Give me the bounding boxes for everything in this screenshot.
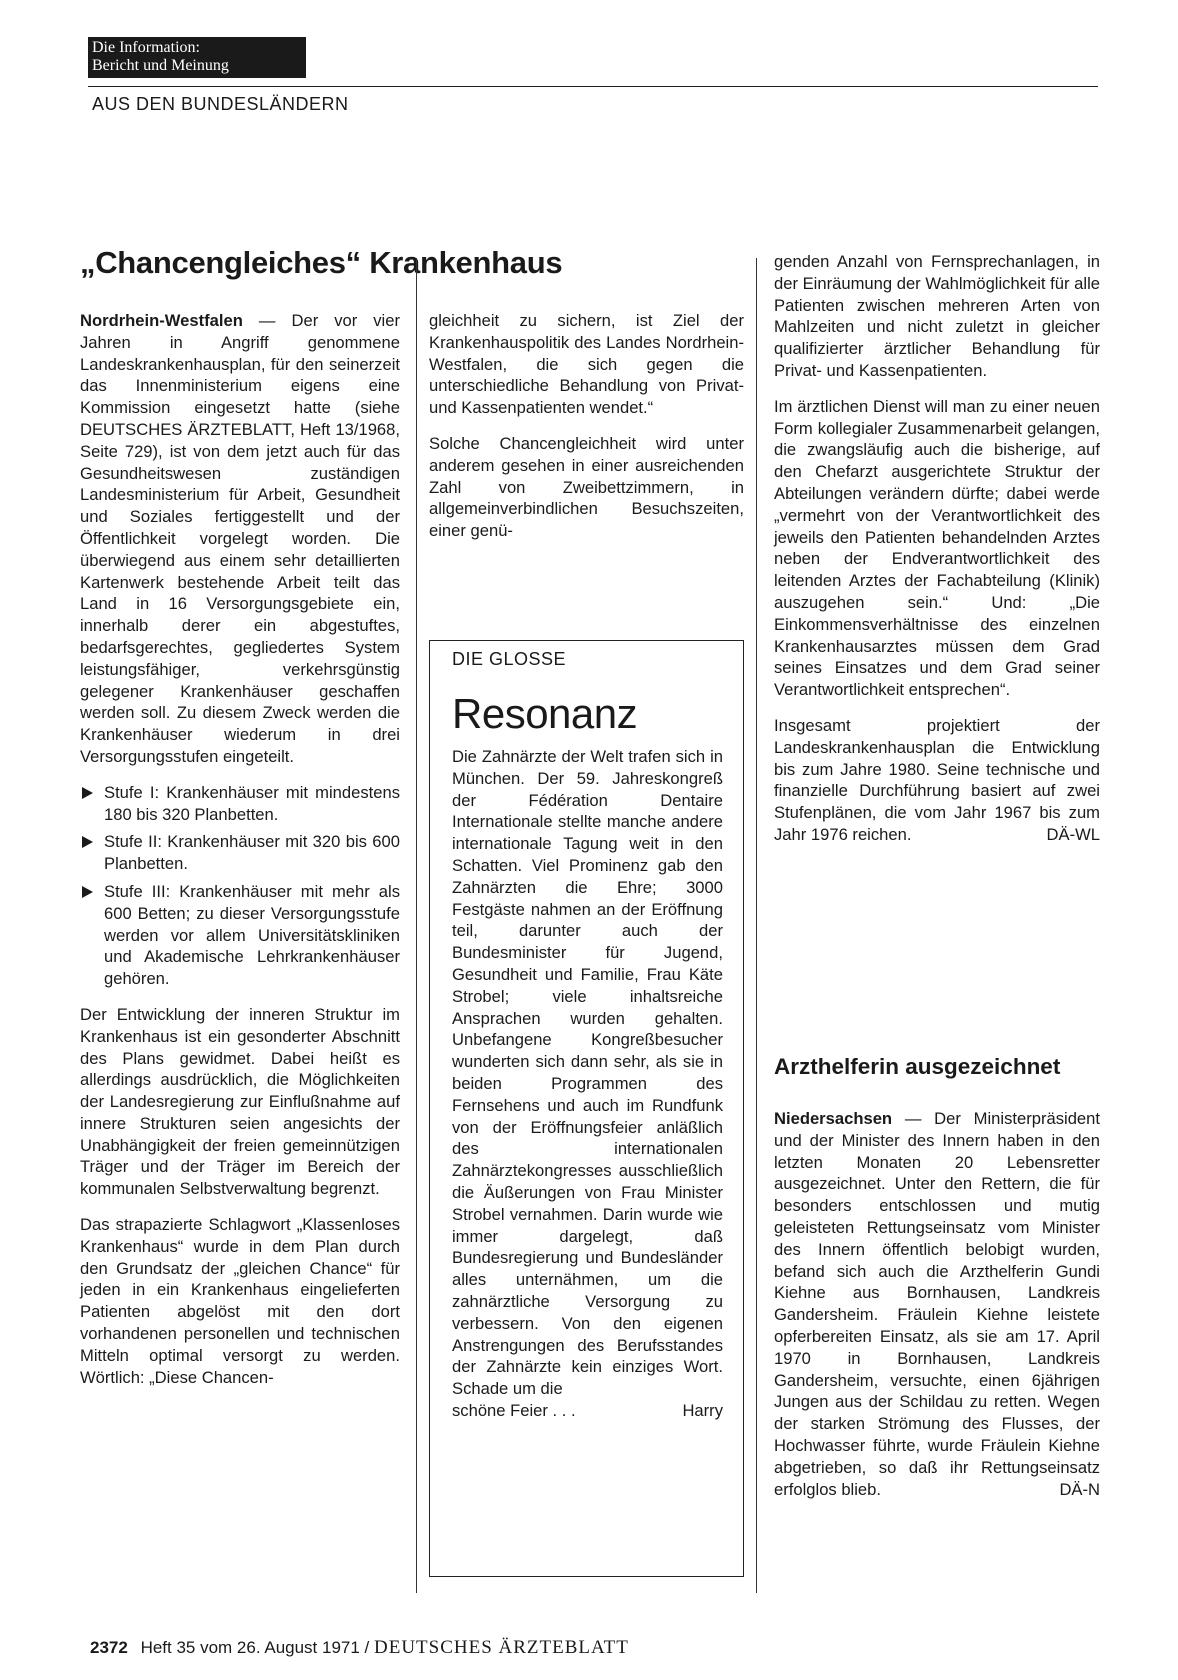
column-2 bbox=[429, 310, 744, 542]
glosse-box bbox=[429, 640, 744, 1577]
paragraph-arzthelferin-text: — Der Ministerpräsident und der Minister des Innern haben in den letzten Monaten 20 Lebensretter ausgezeichnet. Unter den Rettern, die für besonders entschlossen und mutig geleisteten Rettungseinsatz vom Minister des Innern öffentlich belobigt wurden, befand sich auch die Arzthelferin Gundi Kiehne aus Bornhausen, Landkreis Gandersheim. Fräulein Kiehne leistete opferbereiten Einsatz, als sie am 17. April 1970 in Bornhausen, Landkreis Gandersheim, versuchte, einen 6jährigen Jungen aus der Schildau zu retten. Wegen der starken Strömung des Flusses, der Hochwasser führte, wurde Fräulein Kiehne abgetrieben, so daß ihr Rettungseinsatz erfolglos blieb. bbox=[774, 1109, 1100, 1499]
column-1 bbox=[80, 310, 400, 1388]
page-number: 2372 bbox=[90, 1638, 128, 1657]
paragraph-projection bbox=[774, 715, 1100, 846]
paragraph-arzthelferin bbox=[774, 1108, 1100, 1500]
column-rule-2 bbox=[756, 258, 757, 1593]
issue-info: Heft 35 vom 26. August 1971 / bbox=[140, 1638, 370, 1657]
list-item-text: Stufe I: Krankenhäuser mit mindestens 180 bis 320 Planbetten. bbox=[104, 782, 400, 824]
rubric-badge bbox=[88, 37, 306, 78]
stufen-list bbox=[80, 782, 400, 990]
glosse-body bbox=[452, 746, 723, 1422]
paragraph-intro-text: — Der vor vier Jahren in Angriff genommene Landeskrankenhausplan, für den seinerzeit das Innenministerium eigens eine Kommission eingesetzt hatte (siehe DEUTSCHES ÄRZTEBLATT, Heft 13/1968, Seite 729), ist von dem jetzt auch für das Gesundheitswesen zuständigen Landesministerium für Arbeit, Gesundheit und Soziales fertiggestellt und der Öffentlichkeit vorgelegt worden. Die überwiegend aus einem sehr detaillierten Kartenwerk bestehende Arbeit teilt das Land in 16 Versorgungsgebiete ein, innerhalb derer ein abgestuftes, bedarfsgerechtes, gegliedertes System leistungsfähiger, verkehrsgünstig gelegener Krankenhäuser geschaffen werden soll. Zu diesem Zweck werden die Krankenhäuser wiederum in drei Versorgungsstufen eingeteilt. bbox=[80, 311, 400, 766]
glosse-kicker: DIE GLOSSE bbox=[452, 649, 567, 669]
signature-n: DÄ-N bbox=[1059, 1479, 1100, 1499]
glosse-closing bbox=[452, 1400, 723, 1422]
paragraph-facilities: genden Anzahl von Fernsprechanlagen, in der Einräumung der Wahlmöglichkeit für alle Patienten zwischen mehreren Arten von Mahlzeiten und nicht zuletzt in gleicher qualifizierter ärztlicher Behandlung für Privat- und Kassenpatienten. bbox=[774, 252, 1100, 380]
article-2-title: Arzthelferin ausgezeichnet bbox=[774, 1054, 1061, 1079]
glosse-author: Harry bbox=[682, 1400, 723, 1420]
rubric-line-1: Die Information: bbox=[92, 39, 200, 56]
paragraph-medical-service: Im ärztlichen Dienst will man zu einer neuen Form kollegialer Zusammenarbeit gelangen, die zwangsläufig auch die bisherige, auf den Chefarzt ausgerichtete Struktur der Abteilungen verändern dürfte; dabei werde „vermehrt von der Verantwortlichkeit des jeweils den Patienten behandelnden Arztes neben der Endverantwortlichkeit des leitenden Arztes der Fachabteilung (Klinik) auszugehen sein.“ Und: „Die Einkommensverhältnisse des einzelnen Krankenhausarztes müssen dem Grad seines Einsatzes und dem Grad seiner Verantwortlichkeit entsprechen“. bbox=[774, 396, 1100, 700]
list-item-text: Stufe III: Krankenhäuser mit mehr als 600 Betten; zu dieser Versorgungsstufe werden vor allem Universitätskliniken und Akademische Lehrkrankenhäuser gehören. bbox=[104, 881, 400, 989]
dateline-nds: Niedersachsen bbox=[774, 1109, 893, 1128]
section-heading: AUS DEN BUNDESLÄNDERN bbox=[92, 94, 349, 114]
column-3-article-2 bbox=[774, 1108, 1100, 1500]
article-title: „Chancengleiches“ Krankenhaus bbox=[80, 245, 563, 280]
list-item-text: Stufe II: Krankenhäuser mit 320 bis 600 Planbetten. bbox=[104, 832, 400, 874]
column-rule-1 bbox=[416, 258, 417, 1593]
header-rule bbox=[88, 86, 1098, 87]
glosse-last-line: schöne Feier . . . bbox=[452, 1400, 576, 1420]
glosse-title: Resonanz bbox=[452, 690, 638, 737]
triangle-bullet-icon bbox=[82, 787, 93, 799]
page-footer bbox=[90, 1637, 629, 1659]
dateline-nrw: Nordrhein-Westfalen bbox=[80, 311, 243, 330]
triangle-bullet-icon bbox=[82, 886, 93, 898]
paragraph-intro bbox=[80, 310, 400, 768]
rubric-line-2: Bericht und Meinung bbox=[92, 57, 229, 74]
column-3 bbox=[774, 251, 1100, 846]
glosse-text: Die Zahnärzte der Welt trafen sich in München. Der 59. Jahreskongreß der Fédération Dentaire Internationale stellte manche andere internationale Tagung weit in den Schatten. Viel Prominenz gab den Zahnärzten die Ehre; 3000 Festgäste nahmen an der Eröffnung teil, darunter auch der Bundesminister für Jugend, Gesundheit und Familie, Frau Käte Strobel; viele inhaltsreiche Ansprachen wurden gehalten. Unbefangene Kongreßbesucher wunderten sich dann sehr, als sie in beiden Programmen des Fernsehens und auch im Rundfunk von der Eröffnungsfeier anläßlich des internationalen Zahnärztekongresses ausschließlich die Äußerungen von Frau Minister Strobel vernahmen. Darin wurde wie immer dargelegt, daß Bundesregierung und Bundesländer alles unternähmen, um die zahnärztliche Versorgung zu verbessern. Von den eigenen Anstrengungen des Berufsstandes der Zahnärzte kein einziges Wort. Schade um die bbox=[452, 747, 723, 1399]
magazine-name: DEUTSCHES ÄRZTEBLATT bbox=[374, 1637, 629, 1658]
list-item bbox=[80, 881, 400, 990]
paragraph-quote-end: gleichheit zu sichern, ist Ziel der Krankenhauspolitik des Landes Nordrhein-Westfalen, die sich gegen die unterschiedliche Behandlung von Privat- und Kassenpatienten wendet.“ bbox=[429, 311, 744, 418]
paragraph-structure: Der Entwicklung der inneren Struktur im Krankenhaus ist ein gesonderter Abschnitt des Plans gewidmet. Dabei heißt es allerdings ausdrücklich, die Möglichkeiten der Landesregierung zur Einflußnahme auf innere Strukturen seien angesichts der Unabhängigkeit der freien gemeinnützigen Träger und der Träger im Bereich der kommunalen Selbstverwaltung begrenzt. bbox=[80, 1004, 400, 1199]
paragraph-projection-text: Insgesamt projektiert der Landeskrankenhausplan die Entwicklung bis zum Jahre 1980. Seine technische und finanzielle Durchführung basiert auf zwei Stufenplänen, die vom Jahr 1967 bis zum Jahr 1976 reichen. bbox=[774, 715, 1100, 844]
paragraph-chancengleichheit: Solche Chancengleichheit wird unter anderem gesehen in einer ausreichenden Zahl von Zweibettzimmern, in allgemeinverbindlichen Besuchszeiten, einer genü- bbox=[429, 433, 744, 541]
list-item bbox=[80, 782, 400, 826]
triangle-bullet-icon bbox=[82, 836, 93, 848]
signature-wl: DÄ-WL bbox=[1046, 824, 1100, 844]
paragraph-slogan: Das strapazierte Schlagwort „Klassenloses Krankenhaus“ wurde in dem Plan durch den Grundsatz der „gleichen Chance“ für jeden in ein Krankenhaus eingelieferten Patienten abgelöst mit den dort vorhandenen personellen und technischen Mitteln optimal versorgt zu werden. Wörtlich: „Diese Chancen- bbox=[80, 1215, 400, 1387]
list-item bbox=[80, 831, 400, 875]
